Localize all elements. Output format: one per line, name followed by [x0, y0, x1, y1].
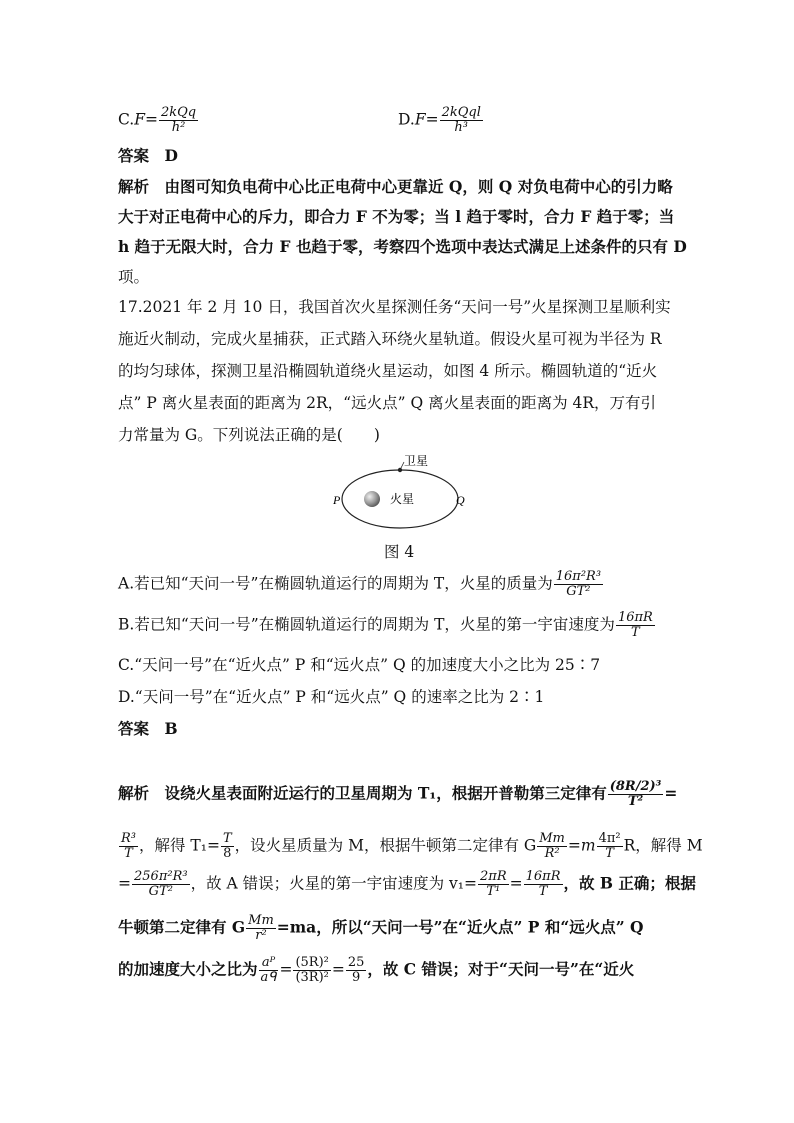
question-17-line-2: 施近火制动，完成火星捕获，正式踏入环绕火星轨道。假设火星可视为半径为 R	[118, 330, 662, 348]
fraction: $\frac{16\pi R}{T}$	[617, 610, 653, 640]
choice-d: D.“天问一号”在“近火点” P 和“远火点” Q 的速率之比为 2∶1	[118, 688, 545, 706]
analysis-2-line-1: 解析 设绕火星表面附近运行的卫星周期为 T₁，根据开普勒第三定律有 $\frac{\text{(8R/2)³}}{\text{T²}}$ =	[118, 779, 678, 809]
fraction: $\frac{\text{aᴾ}}{\text{aᑫ}}$	[260, 955, 277, 985]
analysis-2-line-2: $\frac{\text{R³}}{T}$ ，解得 T₁= $\frac{T}{8}$ ，设火星质量为 M，根据牛顿第二定律有 G $\frac{Mm}{\text{R²}}$ =m $\frac{\text{4π²}}{T}$ R，解得 M	[121, 831, 703, 861]
analysis-1-line-4: 项。	[118, 268, 150, 286]
choice-b: B.若已知“天问一号”在椭圆轨道运行的周期为 T，火星的第一宇宙速度为 $\frac{16\pi R}{T}$	[118, 610, 653, 640]
fraction: $\frac{\text{(5R)²}}{\text{(3R)²}}$	[295, 955, 329, 985]
choice-a: A.若已知“天问一号”在椭圆轨道运行的周期为 T，火星的质量为 $\frac{\text{16π²R³}}{\text{GT²}}$	[118, 569, 602, 599]
fraction: $\frac{\text{16π²R³}}{\text{GT²}}$	[555, 569, 602, 599]
fraction: $\frac{\text{R³}}{T}$	[121, 831, 136, 861]
answer-1: 答案 D	[118, 146, 178, 165]
fraction: $\frac{25}{9}$	[347, 955, 365, 985]
fraction: $\frac{T}{8}$	[222, 831, 232, 861]
question-17-line-1: 17.2021 年 2 月 10 日，我国首次火星探测任务“天问一号”火星探测卫星顺利实	[118, 298, 671, 316]
figure-caption: 图 4	[384, 543, 415, 561]
analysis-1-line-1: 解析 由图可知负电荷中心比正电荷中心更靠近 Q，则 Q 对负电荷中心的引力略	[118, 177, 673, 196]
option-c-top: C.F= $\frac{\text{2kQq}}{\text{h²}}$	[118, 105, 197, 135]
question-17-line-5: 力常量为 G。下列说法正确的是( )	[118, 426, 380, 444]
mars-label: 火星	[390, 492, 415, 506]
analysis-2-line-4: 牛顿第二定律有 G $\frac{Mm}{\text{r²}}$ =ma，所以“天问一号”在“近火点” P 和“远火点” Q	[118, 913, 644, 943]
analysis-2-line-3: = $\frac{\text{256π²R³}}{\text{GT²}}$ ，故 A 错误；火星的第一宇宙速度为 v₁= $\frac{2\pi R}{\text{T¹}}$ = $\frac{16\pi R}{T}$ ，故 B 正确；根据	[118, 869, 696, 899]
answer-2: 答案 B	[118, 719, 178, 738]
fraction: $\frac{Mm}{\text{R²}}$	[539, 831, 565, 861]
analysis-1-line-2: 大于对正电荷中心的斥力，即合力 F 不为零；当 l 趋于零时，合力 F 趋于零；当	[118, 207, 675, 226]
question-17-line-3: 的均匀球体，探测卫星沿椭圆轨道绕火星运动，如图 4 所示。椭圆轨道的“近火	[118, 362, 658, 380]
option-d-top: D.F= $\frac{\text{2kQql}}{\text{h³}}$	[398, 105, 481, 135]
fraction: $\frac{Mm}{\text{r²}}$	[248, 913, 274, 943]
fraction: $\frac{16\pi R}{T}$	[525, 869, 561, 899]
fraction: $\frac{\text{(8R/2)³}}{\text{T²}}$	[609, 779, 662, 809]
fraction: $\frac{\text{4π²}}{T}$	[598, 831, 621, 861]
point-p-label: P	[333, 493, 341, 507]
analysis-2-line-5: 的加速度大小之比为 $\frac{\text{aᴾ}}{\text{aᑫ}}$ = $\frac{\text{(5R)²}}{\text{(3R)²}}$ = $\frac{25}{9}$ ，故 C 错误；对于“天问一号”在“近火	[118, 955, 635, 985]
fraction: $\frac{\text{2kQql}}{\text{h³}}$	[441, 105, 481, 135]
fraction: $\frac{\text{256π²R³}}{\text{GT²}}$	[134, 869, 188, 899]
choice-c: C.“天问一号”在“近火点” P 和“远火点” Q 的加速度大小之比为 25∶7	[118, 656, 601, 674]
analysis-1-line-3: h 趋于无限大时，合力 F 也趋于零，考察四个选项中表达式满足上述条件的只有 D	[118, 237, 687, 256]
fraction: $\frac{2\pi R}{\text{T¹}}$	[480, 869, 507, 899]
fraction: $\frac{\text{2kQq}}{\text{h²}}$	[160, 105, 197, 135]
satellite-label: 卫星	[404, 454, 429, 468]
point-q-label: Q	[456, 493, 465, 507]
question-17-line-4: 点” P 离火星表面的距离为 2R，“远火点” Q 离火星表面的距离为 4R，万有引	[118, 394, 657, 412]
mars-planet	[364, 491, 380, 507]
orbit-figure	[330, 452, 470, 532]
